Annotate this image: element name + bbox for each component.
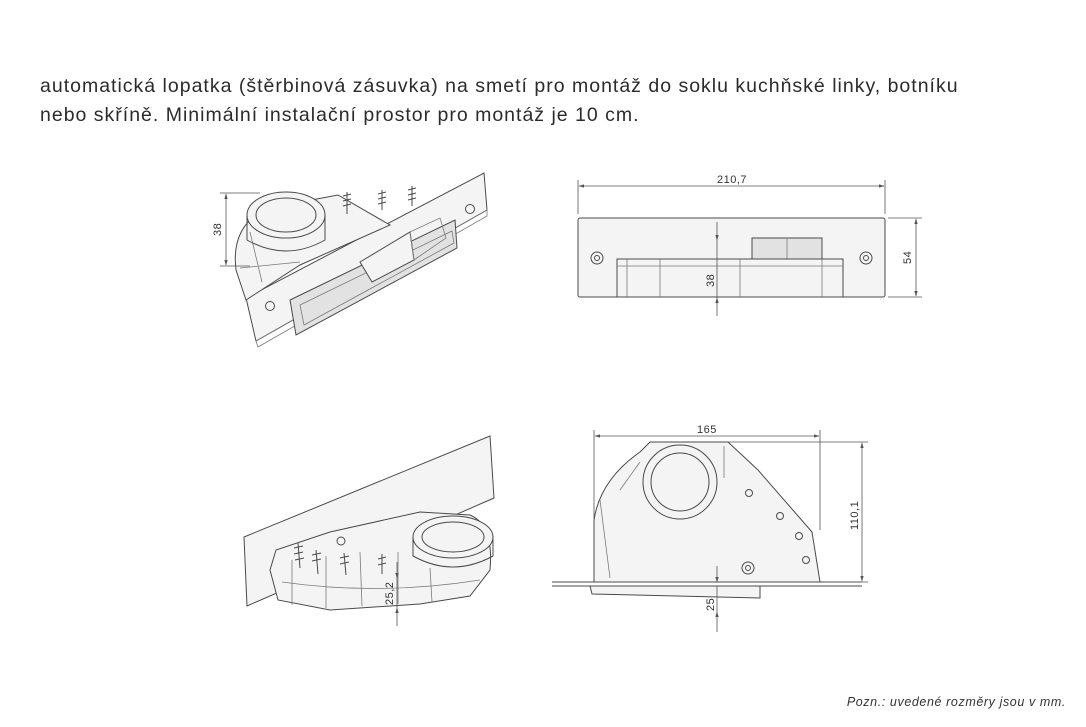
- dimension-iso-top-height: 38: [212, 222, 224, 236]
- isometric-view-bottom: [244, 436, 494, 626]
- dimension-front-height: 54: [902, 250, 914, 264]
- front-view: [578, 174, 922, 316]
- dimension-side-bottom: 25: [705, 597, 717, 611]
- dimension-front-width: 210,7: [717, 174, 748, 186]
- dimension-front-slot: 38: [705, 273, 717, 287]
- description-line-2: nebo skříně. Minimální instalační prostor pro montáž je 10 cm.: [40, 104, 640, 126]
- dimension-iso-bottom-height: 25,2: [384, 581, 396, 605]
- side-view: [552, 424, 868, 632]
- isometric-view-top: [212, 173, 487, 347]
- units-note: Pozn.: uvedené rozměry jsou v mm.: [846, 695, 1066, 709]
- description-line-1: automatická lopatka (štěrbinová zásuvka) na smetí pro montáž do soklu kuchňské linky, botníku: [40, 75, 959, 97]
- dimension-side-width: 165: [697, 424, 717, 436]
- dimension-side-height: 110,1: [849, 500, 861, 530]
